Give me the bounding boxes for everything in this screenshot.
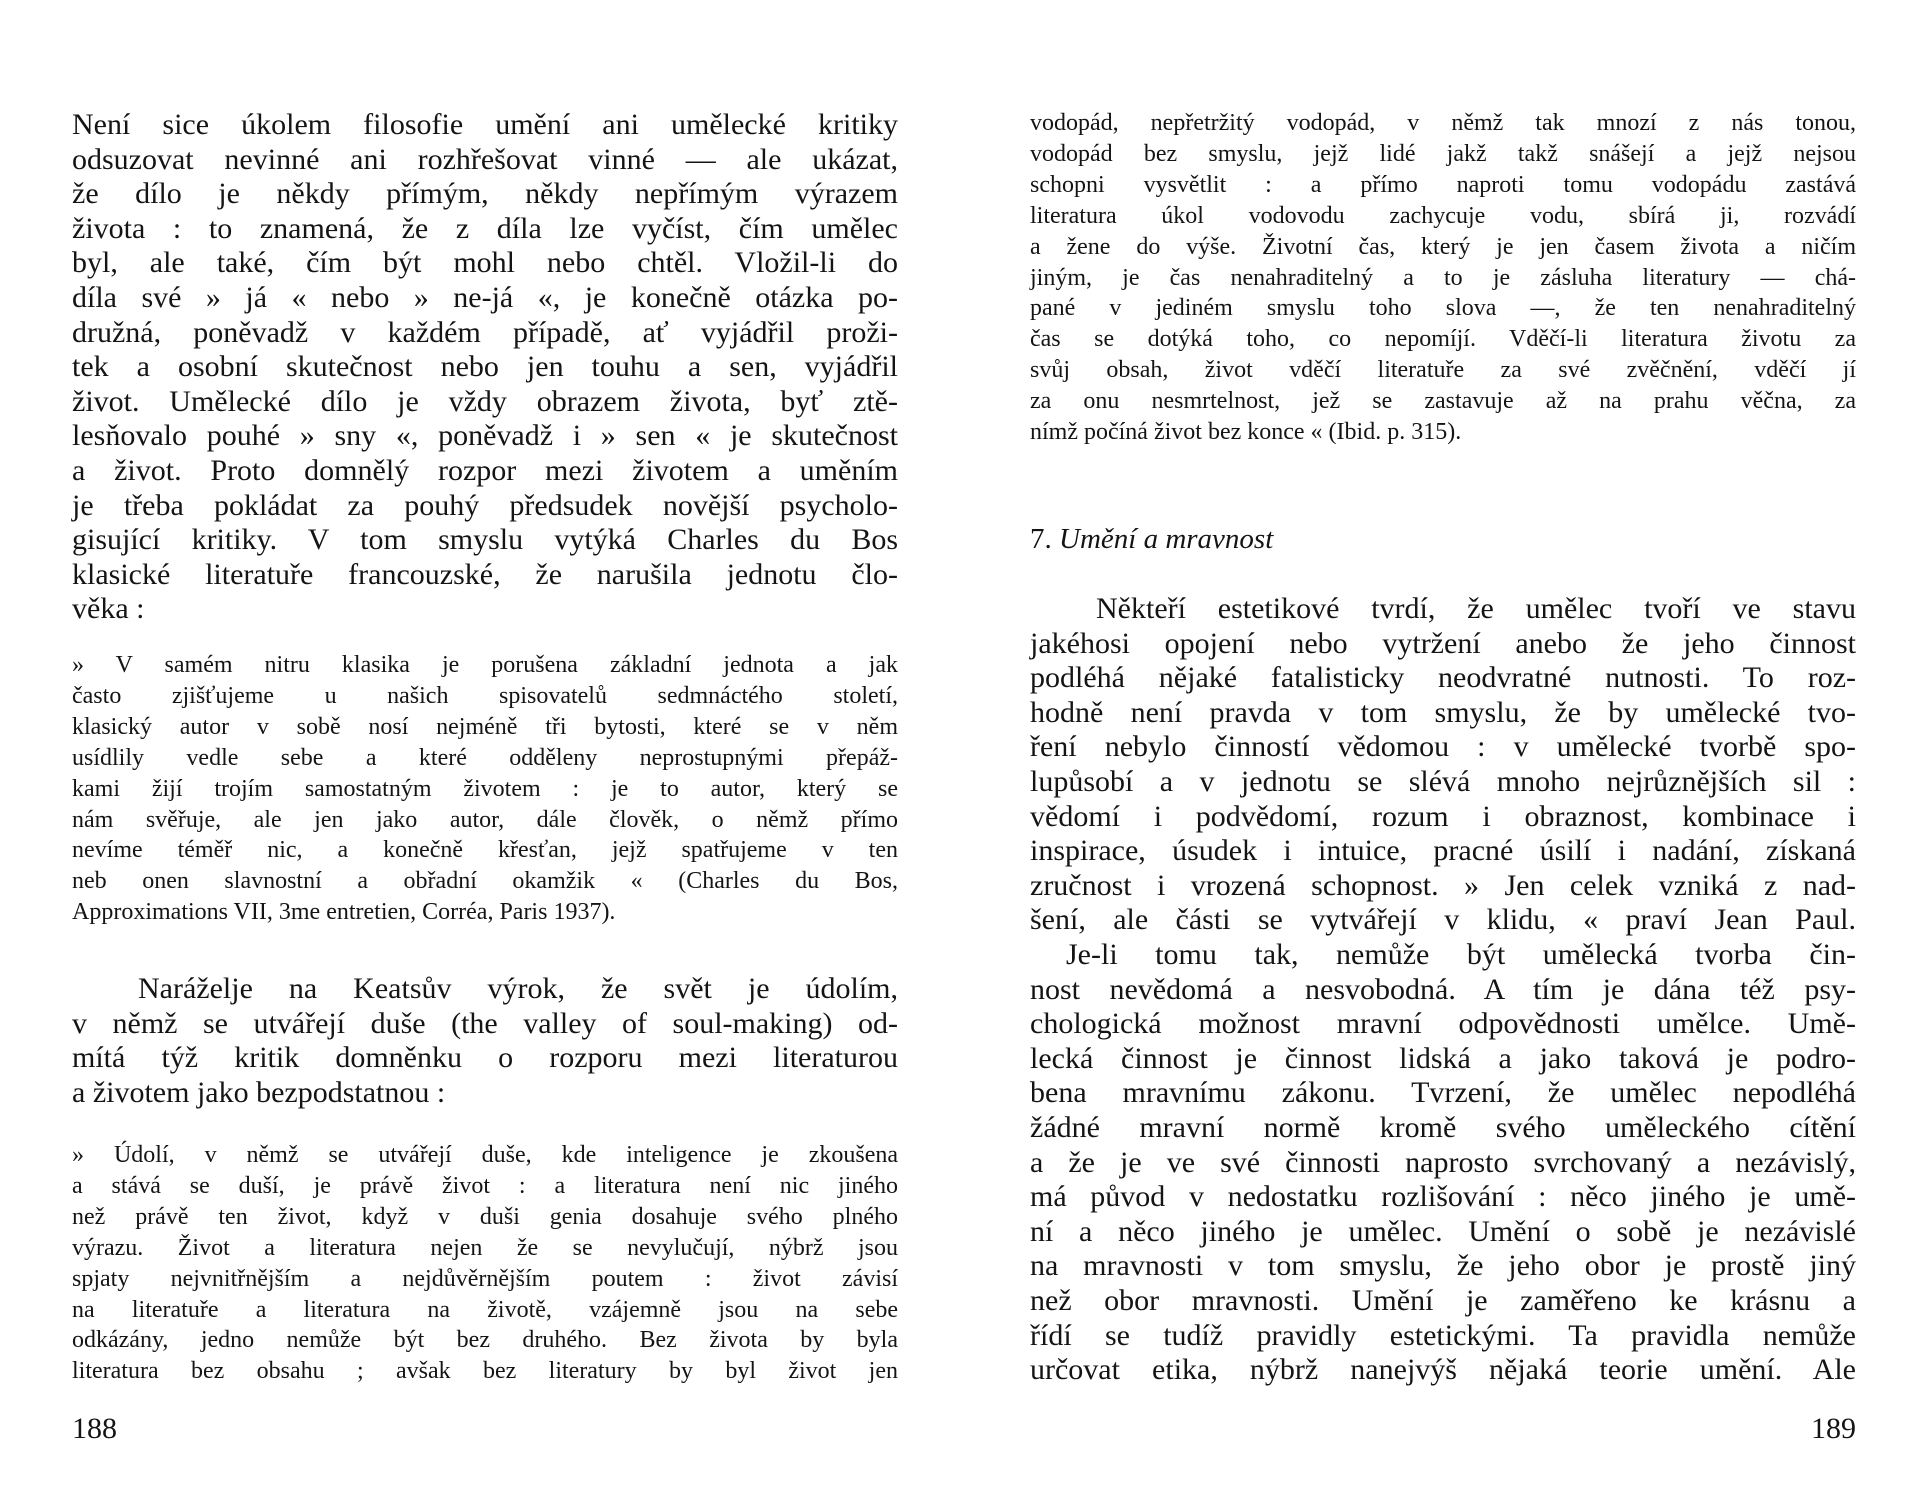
text-line: řídí se tudíž pravidly estetickými. Ta pravidla nemůže: [1030, 1318, 1856, 1352]
text-line: díla své » já « nebo » ne-já «, je konečně otázka po-: [72, 280, 898, 314]
quote-line: Approximations VII, 3me entretien, Corréa, Paris 1937).: [72, 899, 616, 926]
quote-line: než právě ten život, když v duši genia dosahuje svého plného: [72, 1203, 898, 1230]
quote-line: jiným, je čas nenahraditelný a to je zásluha literatury — chá-: [1030, 264, 1856, 291]
quote-line: literatura bez obsahu ; avšak bez literatury by byl život jen: [72, 1358, 898, 1385]
text-line: bena mravnímu zákonu. Tvrzení, že umělec nepodléhá: [1030, 1076, 1856, 1110]
text-line: hodně není pravda v tom smyslu, že by umělecké tvo-: [1030, 695, 1856, 729]
quote-line: a stává se duší, je právě život : a literatura není nic jiného: [72, 1172, 898, 1199]
text-line: šení, ale části se vytvářejí v klidu, « praví Jean Paul.: [1030, 903, 1856, 937]
text-line: na mravnosti v tom smyslu, že jeho obor je prostě jiný: [1030, 1249, 1856, 1283]
quote-line: nevíme téměř nic, a konečně křesťan, jejž spatřujeme v ten: [72, 837, 898, 864]
text-line: chologická možnost mravní odpovědnosti umělce. Umě-: [1030, 1007, 1856, 1041]
text-line: lesňovalo pouhé » sny «, poněvadž i » sen « je skutečnost: [72, 419, 898, 453]
block-quote-1: [72, 650, 898, 928]
paragraph-2: [72, 972, 898, 1110]
quote-line: pané v jediném smyslu toho slova —, že ten nenahraditelný: [1030, 295, 1856, 322]
text-line: určovat etika, nýbrž nanejvýš nějaká teorie umění. Ale: [1030, 1353, 1856, 1387]
quote-line: a žene do výše. Životní čas, který je jen časem života a ničím: [1030, 233, 1856, 260]
section-number: 7.: [1030, 523, 1052, 555]
text-line: ření nebylo činností vědomou : v umělecké tvorbě spo-: [1030, 730, 1856, 764]
quote-line: vodopád, nepřetržitý vodopád, v němž tak mnozí z nás tonou,: [1030, 110, 1856, 136]
paragraph-3: [1030, 592, 1856, 938]
text-line: tek a osobní skutečnost nebo jen touhu a sen, vyjádřil: [72, 350, 898, 384]
page-number: 189: [1811, 1412, 1856, 1445]
quote-line: » Údolí, v němž se utvářejí duše, kde inteligence je zkoušena: [72, 1142, 898, 1168]
text-line: gisující kritiky. V tom smyslu vytýká Charles du Bos: [72, 523, 898, 557]
text-line: zručnost i vrozená schopnost. » Jen celek vzniká z nad-: [1030, 868, 1856, 902]
paragraph-4: [1030, 938, 1856, 1388]
text-line: družná, poněvadž v každém případě, ať vyjádřil proži-: [72, 315, 898, 349]
text-line: Není sice úkolem filosofie umění ani umělecké kritiky: [72, 108, 898, 141]
text-line: ní a něco jiného je umělec. Umění o sobě je nezávislé: [1030, 1214, 1856, 1248]
quote-line: na literatuře a literatura na životě, vzájemně jsou na sebe: [72, 1296, 898, 1323]
quote-line: usídlily vedle sebe a které odděleny neprostupnými přepáž-: [72, 744, 898, 771]
text-line: Je-li tomu tak, nemůže být umělecká tvorba čin-: [1066, 938, 1856, 971]
text-line: nost nevědomá a nesvobodná. A tím je dána též psy-: [1030, 972, 1856, 1006]
text-line: odsuzovat nevinné ani rozhřešovat vinné — ale ukázat,: [72, 142, 898, 176]
text-line: lupůsobí a v jednotu se slévá mnoho nejrůznějších sil :: [1030, 764, 1856, 798]
text-line: a životem jako bezpodstatnou :: [72, 1075, 446, 1109]
text-line: života : to znamená, že z díla lze vyčíst, čím umělec: [72, 211, 898, 245]
text-line: než obor mravnosti. Umění je zaměřeno ke krásnu a: [1030, 1283, 1856, 1317]
quote-line: kami žijí trojím samostatným životem : je to autor, který se: [72, 775, 898, 802]
quote-line: klasický autor v sobě nosí nejméně tři bytosti, které se v něm: [72, 713, 898, 740]
quote-line: odkázány, jedno nemůže být bez druhého. Bez života by byla: [72, 1327, 898, 1354]
right-page: [1030, 0, 1856, 1500]
quote-line: schopni vysvětlit : a přímo naproti tomu vodopádu zastává: [1030, 171, 1856, 198]
section-title: Umění a mravnost: [1059, 523, 1274, 555]
block-quote-2: [72, 1140, 898, 1387]
text-line: je třeba pokládat za pouhý předsudek novější psycholo-: [72, 488, 898, 522]
text-line: mítá týž kritik domněnku o rozporu mezi literaturou: [72, 1041, 898, 1075]
quote-line: nám svěřuje, ale jen jako autor, dále člověk, o němž přímo: [72, 806, 898, 833]
text-line: že dílo je někdy přímým, někdy nepřímým výrazem: [72, 177, 898, 211]
paragraph-1: [72, 108, 898, 627]
text-line: klasické literatuře francouzské, že narušila jednotu člo-: [72, 557, 898, 591]
text-line: a že je ve své činnosti naprosto svrchovaný a nezávislý,: [1030, 1145, 1856, 1179]
text-line: inspirace, úsudek i intuice, pracné úsilí i nadání, získaná: [1030, 834, 1856, 868]
text-line: lecká činnost je činnost lidská a jako taková je podro-: [1030, 1041, 1856, 1075]
block-quote-continued: [1030, 108, 1856, 448]
quote-line: za onu nesmrtelnost, jež se zastavuje až na prahu věčna, za: [1030, 388, 1856, 415]
text-line: Někteří estetikové tvrdí, že umělec tvoří ve stavu: [1096, 592, 1856, 625]
quote-line: čas se dotýká toho, co nepomíjí. Vděčí-li literatura životu za: [1030, 326, 1856, 353]
quote-line: vodopád bez smyslu, jejž lidé jakž takž snášejí a jejž nejsou: [1030, 140, 1856, 167]
quote-line: výrazu. Život a literatura nejen že se nevylučují, nýbrž jsou: [72, 1234, 898, 1261]
text-line: žádné mravní normě kromě svého uměleckého cítění: [1030, 1110, 1856, 1144]
section-heading: [1030, 522, 1273, 556]
quote-line: » V samém nitru klasika je porušena základní jednota a jak: [72, 652, 898, 678]
quote-line: často zjišťujeme u našich spisovatelů sedmnáctého století,: [72, 682, 898, 709]
quote-line: spjaty nejvnitřnějším a nejdůvěrnějším poutem : život závisí: [72, 1265, 898, 1292]
page-number: 188: [72, 1412, 117, 1445]
quote-line: literatura úkol vodovodu zachycuje vodu, sbírá ji, rozvádí: [1030, 202, 1856, 229]
text-line: věka :: [72, 592, 145, 626]
text-line: v němž se utvářejí duše (the valley of soul-making) od-: [72, 1006, 898, 1040]
quote-line: nímž počíná život bez konce « (Ibid. p. 315).: [1030, 419, 1462, 446]
text-line: jakéhosi opojení nebo vytržení anebo že jeho činnost: [1030, 626, 1856, 660]
text-line: vědomí i podvědomí, rozum i obraznost, kombinace i: [1030, 799, 1856, 833]
left-page: [72, 0, 898, 1500]
text-line: Naráželje na Keatsův výrok, že svět je údolím,: [138, 972, 898, 1005]
text-line: podléhá nějaké fatalisticky neodvratné nutnosti. To roz-: [1030, 661, 1856, 695]
quote-line: neb onen slavnostní a obřadní okamžik « (Charles du Bos,: [72, 868, 898, 895]
text-line: byl, ale také, čím být mohl nebo chtěl. Vložil-li do: [72, 246, 898, 280]
text-line: život. Umělecké dílo je vždy obrazem života, byť ztě-: [72, 384, 898, 418]
text-line: a život. Proto domnělý rozpor mezi životem a uměním: [72, 453, 898, 487]
text-line: má původ v nedostatku rozlišování : něco jiného je umě-: [1030, 1180, 1856, 1214]
quote-line: svůj obsah, život vděčí literatuře za své zvěčnění, vděčí jí: [1030, 357, 1856, 384]
